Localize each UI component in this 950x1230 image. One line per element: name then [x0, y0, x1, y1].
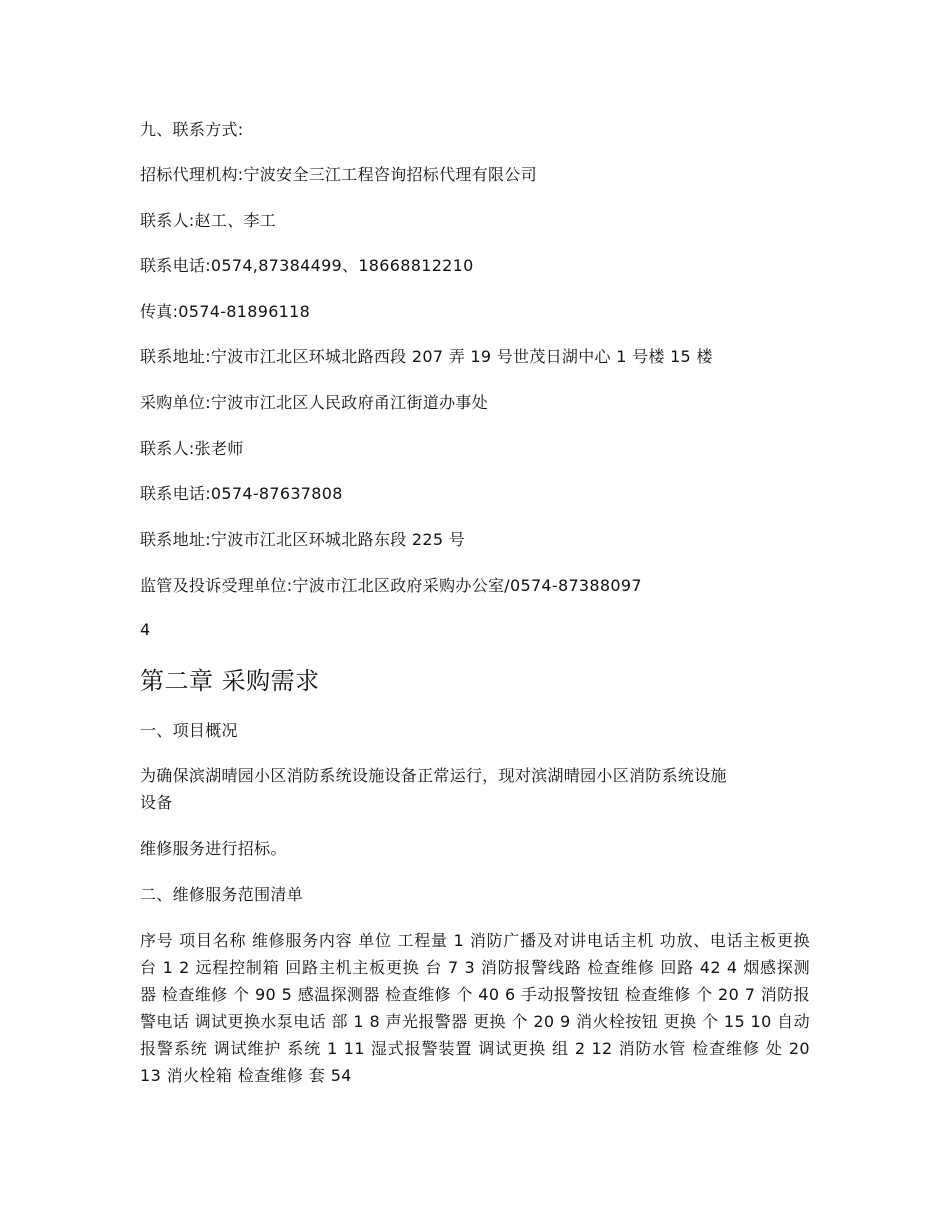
chapter-title: 第二章 采购需求: [140, 667, 320, 695]
purchaser-phone-line: 联系电话:0574-87637808: [140, 484, 343, 503]
agency-fax-line: 传真:0574-81896118: [140, 302, 311, 321]
purchaser-contact-line: 联系人:张老师: [140, 439, 244, 458]
scope-title: 二、维修服务范围清单: [140, 885, 304, 904]
supervisor-line: 监管及投诉受理单位:宁波市江北区政府采购办公室/0574-87388097: [140, 576, 642, 595]
purchaser-address-line: 联系地址:宁波市江北区环城北路东段 225 号: [140, 530, 466, 549]
contact-section-title: 九、联系方式:: [140, 120, 244, 139]
agency-contact-line: 联系人:赵工、李工: [140, 211, 277, 230]
agency-address-line: 联系地址:宁波市江北区环城北路西段 207 弄 19 号世茂日湖中心 1 号楼 15 楼: [140, 347, 713, 366]
overview-title: 一、项目概况: [140, 721, 238, 740]
purchaser-line: 采购单位:宁波市江北区人民政府甬江街道办事处: [140, 393, 488, 412]
overview-line-2: 设备: [140, 793, 173, 812]
agency-line: 招标代理机构:宁波安全三江工程咨询招标代理有限公司: [140, 165, 537, 184]
overview-line-3: 维修服务进行招标。: [140, 839, 287, 858]
agency-phone-line: 联系电话:0574,87384499、18668812210: [140, 256, 474, 275]
page-number: 4: [140, 620, 151, 639]
overview-line-1: 为确保滨湖晴园小区消防系统设施设备正常运行，现对滨湖晴园小区消防系统设施: [140, 766, 727, 785]
scope-list-text: 序号 项目名称 维修服务内容 单位 工程量 1 消防广播及对讲电话主机 功放、电话主板更换 台 1 2 远程控制箱 回路主机主板更换 台 7 3 消防报警线路 检查维修 回路 42 4 烟感探测器 检查维修 个 90 5 感温探测器 检查维修 个 40 6 手动报警按钮 检查维修 个 20 7 消防报警电话 调试更换水泵电话 部 1 8 声光报警器 更换 个 20 9 消火栓按钮 更换 个 15 10 自动报警系统 调试维护 系统 1 11 湿式报警装置 调试更换 组 2 12 消防水管 检查维修 处 20 13 消火栓箱 检查维修 套 54: [140, 931, 810, 1085]
